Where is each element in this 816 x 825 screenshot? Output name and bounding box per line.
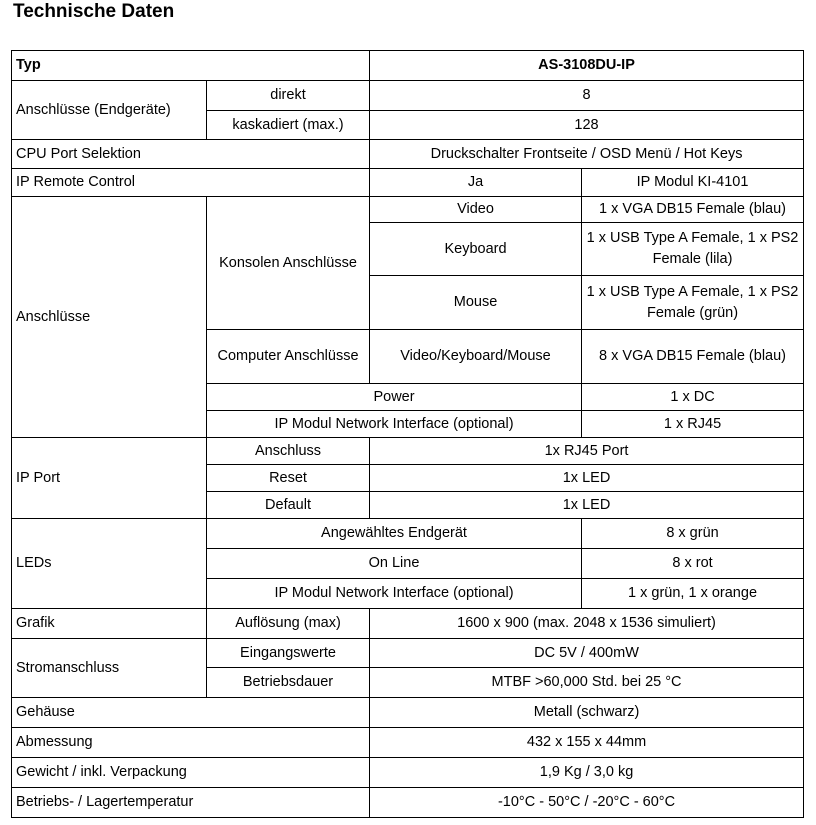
- direkt-value: 8: [370, 81, 804, 111]
- row-ip-remote: [12, 169, 804, 197]
- temperatur-value: -10°C - 50°C / -20°C - 60°C: [370, 788, 804, 818]
- endgeraete-label: Anschlüsse (Endgeräte): [12, 81, 207, 140]
- row-eingang: [12, 639, 804, 668]
- abmessung-value: 432 x 155 x 44mm: [370, 728, 804, 758]
- default-value: 1x LED: [370, 492, 804, 519]
- ip-port-label: IP Port: [12, 438, 207, 519]
- online-label: On Line: [207, 549, 582, 579]
- spec-table: [11, 50, 804, 818]
- computer-label: Computer Anschlüsse: [207, 330, 370, 384]
- ip-anschluss-value: 1x RJ45 Port: [370, 438, 804, 465]
- computer-sub: Video/Keyboard/Mouse: [370, 330, 582, 384]
- row-gewicht: [12, 758, 804, 788]
- anschluesse-label: Anschlüsse: [12, 197, 207, 438]
- temperatur-label: Betriebs- / Lagertemperatur: [12, 788, 370, 818]
- power-value: 1 x DC: [582, 384, 804, 411]
- grafik-value: 1600 x 900 (max. 2048 x 1536 simuliert): [370, 609, 804, 639]
- mouse-value: 1 x USB Type A Female, 1 x PS2 Female (grün): [582, 276, 804, 330]
- ip-modul-value: 1 x RJ45: [582, 411, 804, 438]
- ip-modul-label: IP Modul Network Interface (optional): [207, 411, 582, 438]
- reset-label: Reset: [207, 465, 370, 492]
- typ-label: Typ: [12, 51, 370, 81]
- gehaeuse-label: Gehäuse: [12, 698, 370, 728]
- row-video: [12, 197, 804, 223]
- abmessung-label: Abmessung: [12, 728, 370, 758]
- video-value: 1 x VGA DB15 Female (blau): [582, 197, 804, 223]
- dauer-value: MTBF >60,000 Std. bei 25 °C: [370, 668, 804, 698]
- typ-value: AS-3108DU-IP: [370, 51, 804, 81]
- endgeraet-label: Angewähltes Endgerät: [207, 519, 582, 549]
- cpu-port-label: CPU Port Selektion: [12, 140, 370, 169]
- eingang-label: Eingangswerte: [207, 639, 370, 668]
- page-title: Technische Daten: [13, 1, 175, 22]
- video-label: Video: [370, 197, 582, 223]
- led-ipmodul-label: IP Modul Network Interface (optional): [207, 579, 582, 609]
- mouse-label: Mouse: [370, 276, 582, 330]
- ip-remote-module: IP Modul KI-4101: [582, 169, 804, 197]
- row-gehaeuse: [12, 698, 804, 728]
- ip-remote-label: IP Remote Control: [12, 169, 370, 197]
- reset-value: 1x LED: [370, 465, 804, 492]
- strom-label: Stromanschluss: [12, 639, 207, 698]
- direkt-label: direkt: [207, 81, 370, 111]
- row-grafik: [12, 609, 804, 639]
- grafik-label: Grafik: [12, 609, 207, 639]
- default-label: Default: [207, 492, 370, 519]
- computer-value: 8 x VGA DB15 Female (blau): [582, 330, 804, 384]
- keyboard-value: 1 x USB Type A Female, 1 x PS2 Female (lila): [582, 223, 804, 276]
- dauer-label: Betriebsdauer: [207, 668, 370, 698]
- kaskadiert-label: kaskadiert (max.): [207, 111, 370, 140]
- online-value: 8 x rot: [582, 549, 804, 579]
- row-typ: [12, 51, 804, 81]
- row-direkt: [12, 81, 804, 111]
- leds-label: LEDs: [12, 519, 207, 609]
- grafik-sub: Auflösung (max): [207, 609, 370, 639]
- gehaeuse-value: Metall (schwarz): [370, 698, 804, 728]
- eingang-value: DC 5V / 400mW: [370, 639, 804, 668]
- keyboard-label: Keyboard: [370, 223, 582, 276]
- endgeraet-value: 8 x grün: [582, 519, 804, 549]
- power-label: Power: [207, 384, 582, 411]
- led-ipmodul-value: 1 x grün, 1 x orange: [582, 579, 804, 609]
- row-cpu-port: [12, 140, 804, 169]
- konsolen-label: Konsolen Anschlüsse: [207, 197, 370, 330]
- gewicht-label: Gewicht / inkl. Verpackung: [12, 758, 370, 788]
- row-temperatur: [12, 788, 804, 818]
- row-ip-anschluss: [12, 438, 804, 465]
- ip-remote-value: Ja: [370, 169, 582, 197]
- kaskadiert-value: 128: [370, 111, 804, 140]
- gewicht-value: 1,9 Kg / 3,0 kg: [370, 758, 804, 788]
- row-endgeraet: [12, 519, 804, 549]
- cpu-port-value: Druckschalter Frontseite / OSD Menü / Hot Keys: [370, 140, 804, 169]
- row-abmessung: [12, 728, 804, 758]
- ip-anschluss-label: Anschluss: [207, 438, 370, 465]
